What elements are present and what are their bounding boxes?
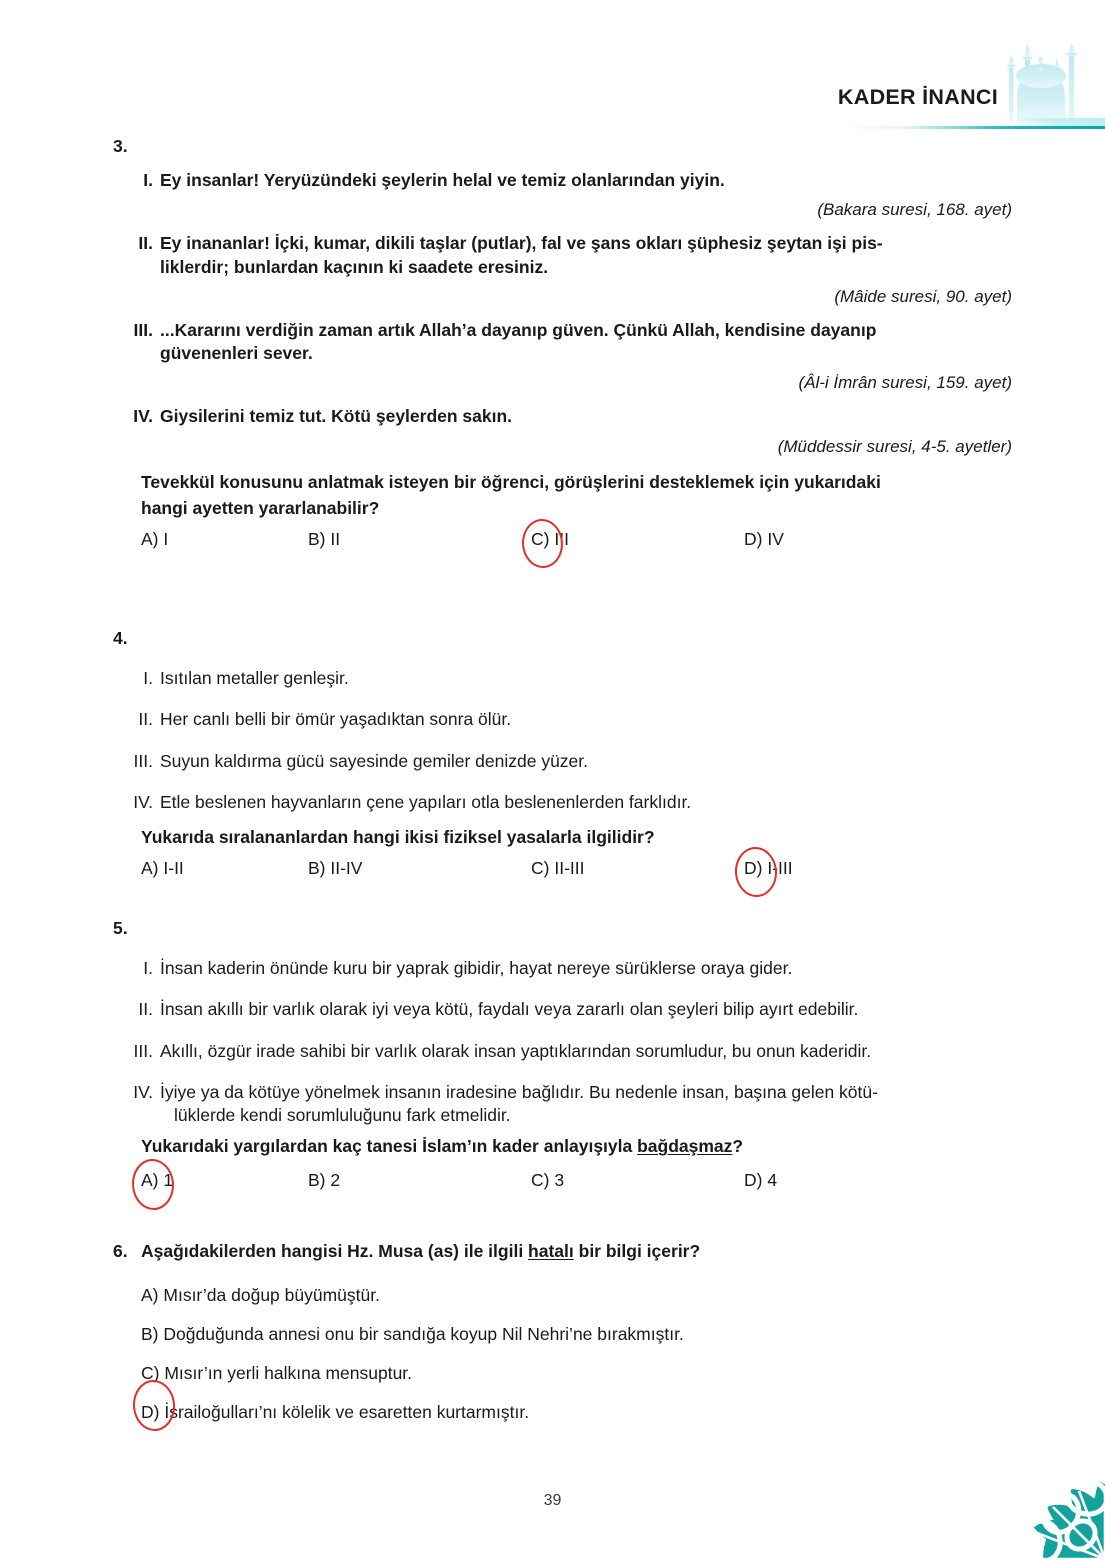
option-a[interactable] [141, 858, 184, 879]
question-stem [141, 1133, 1018, 1159]
question-stem [141, 824, 1018, 850]
list-item [113, 319, 1018, 366]
roman-text: Etle beslenen hayvanların çene yapıları otla beslenenlerden farklıdır. [160, 791, 692, 812]
answer-options [141, 529, 1018, 559]
roman-text: Giysilerini temiz tut. Kötü şeylerden sakın. [160, 406, 513, 427]
roman-label: IV. [133, 406, 153, 427]
option-c[interactable] [141, 1362, 1018, 1385]
option-c[interactable] [531, 858, 584, 879]
option-text: 4 [767, 1169, 778, 1190]
question-stem-suffix: ? [732, 1136, 744, 1157]
list-item [113, 1081, 1018, 1128]
roman-label: II. [138, 709, 153, 730]
roman-text [160, 319, 1018, 366]
question-stem-underlined: hatalı [528, 1241, 574, 1261]
option-text: III [554, 529, 569, 550]
option-letter: B) [308, 529, 326, 550]
option-text: İsrailoğulları’nı kölelik ve esaretten kurtarmıştır. [164, 1401, 530, 1422]
option-text: II [330, 529, 341, 550]
question-3 [113, 136, 1018, 559]
roman-label: I. [143, 958, 153, 978]
ayet-source: (Âl-i İmrân suresi, 159. ayet) [798, 373, 1012, 393]
option-d[interactable] [744, 858, 793, 879]
option-letter: A) [141, 1285, 159, 1306]
floral-rosette-ornament-icon [955, 1409, 1105, 1559]
option-letter: D) [744, 529, 763, 550]
question-number: 5. [113, 918, 128, 938]
option-text: Mısır’da doğup büyümüştür. [163, 1285, 380, 1306]
question-stem-line2: hangi ayetten yararlanabilir? [141, 497, 380, 518]
list-item [113, 667, 1018, 690]
list-item [113, 957, 1018, 980]
question-stem-underlined: bağdaşmaz [637, 1136, 733, 1157]
option-d[interactable] [744, 529, 784, 550]
roman-label: II. [138, 999, 153, 1020]
option-letter: A) [141, 529, 159, 550]
roman-text: İnsan kaderin önünde kuru bir yaprak gibidir, hayat nereye sürüklerse oraya gider. [160, 958, 793, 978]
question-stem-line1: Tevekkül konusunu anlatmak isteyen bir öğrenci, görüşlerini desteklemek için yukarıdaki [141, 471, 881, 492]
option-c[interactable] [531, 529, 569, 550]
page-title: KADER İNANCI [837, 85, 998, 109]
option-text: II-IV [330, 858, 363, 879]
roman-numeral-list [113, 405, 1018, 428]
question-number: 4. [113, 628, 128, 648]
option-letter: A) [141, 1169, 159, 1190]
question-stem [141, 469, 1018, 522]
roman-text: İnsan akıllı bir varlık olarak iyi veya kötü, faydalı veya zararlı olan şeyleri bilip ayırt edebilir. [160, 999, 859, 1020]
option-letter: C) [531, 529, 550, 550]
roman-label: IV. [133, 1081, 153, 1102]
option-letter: B) [308, 1169, 326, 1190]
answer-options [141, 1284, 1018, 1423]
option-letter: D) [744, 858, 763, 879]
question-5 [113, 918, 1018, 1200]
option-text: I [163, 529, 169, 550]
roman-label: IV. [133, 791, 153, 812]
roman-label: II. [138, 233, 153, 254]
question-4 [113, 628, 1018, 888]
option-text: 2 [330, 1169, 341, 1190]
option-letter: C) [531, 858, 550, 879]
header-divider-line [843, 126, 1105, 129]
option-a[interactable] [141, 529, 168, 550]
option-text: 3 [554, 1169, 565, 1190]
option-text: IV [767, 529, 784, 550]
question-stem-prefix: Yukarıdaki yargılardan kaç tanesi İslam’ın kader anlayışıyla [141, 1136, 638, 1157]
mosque-silhouette-icon [995, 44, 1087, 122]
roman-text: Ey insanlar! Yeryüzündeki şeylerin helal ve temiz olanlarından yiyin. [160, 170, 725, 190]
ayet-source: (Bakara suresi, 168. ayet) [817, 200, 1012, 220]
roman-text-line2: lüklerde kendi sorumluluğunu fark etmelidir. [174, 1105, 511, 1126]
option-a[interactable] [141, 1170, 173, 1191]
option-letter: A) [141, 858, 159, 879]
question-6 [113, 1238, 1018, 1439]
option-text: Mısır’ın yerli halkına mensuptur. [164, 1362, 413, 1383]
option-letter: B) [308, 858, 326, 879]
roman-numeral-list [113, 169, 1018, 192]
option-text: Doğduğunda annesi onu bir sandığa koyup Nil Nehri’ne bırakmıştır. [163, 1324, 684, 1344]
page-number: 39 [543, 1492, 562, 1509]
roman-label: III. [133, 1040, 153, 1061]
list-item [113, 232, 1018, 279]
roman-numeral-list [113, 232, 1018, 279]
question-stem [113, 1238, 1018, 1264]
option-a[interactable] [141, 1284, 1018, 1307]
option-d[interactable] [744, 1170, 777, 1191]
question-number: 6. [113, 1241, 128, 1261]
roman-label: I. [143, 170, 153, 190]
option-letter: C) [531, 1169, 550, 1190]
roman-text [160, 232, 1018, 279]
list-item [113, 169, 1018, 192]
roman-text: Suyun kaldırma gücü sayesinde gemiler denizde yüzer. [160, 750, 589, 771]
option-text: I-III [767, 858, 793, 879]
option-b[interactable] [308, 529, 340, 550]
roman-text: Isıtılan metaller genleşir. [160, 668, 349, 688]
roman-label: III. [133, 750, 153, 771]
page-header [0, 0, 1105, 140]
option-letter: D) [744, 1169, 763, 1190]
roman-numeral-list [113, 957, 1018, 1127]
roman-text-line2: liklerdir; bunlardan kaçının ki saadete eresiniz. [160, 256, 549, 277]
list-item [113, 998, 1018, 1021]
option-letter: B) [141, 1324, 159, 1344]
roman-text [160, 1081, 1018, 1128]
list-item [113, 1040, 1018, 1063]
option-text: II-III [554, 858, 585, 879]
answer-options [141, 1170, 1018, 1200]
roman-text-line1: ...Kararını verdiğin zaman artık Allah’a dayanıp güven. Çünkü Allah, kendisine dayanıp [160, 319, 877, 340]
option-b[interactable] [308, 1170, 340, 1191]
option-letter: C) [141, 1362, 160, 1383]
roman-text-line2: güvenenleri sever. [160, 343, 313, 364]
option-c[interactable] [531, 1170, 564, 1191]
list-item [113, 708, 1018, 731]
option-d[interactable] [141, 1401, 1018, 1424]
roman-numeral-list [113, 319, 1018, 366]
roman-text: Her canlı belli bir ömür yaşadıktan sonra ölür. [160, 709, 512, 730]
roman-label: III. [133, 319, 153, 340]
ayet-source: (Müddessir suresi, 4-5. ayetler) [777, 436, 1012, 456]
list-item [113, 405, 1018, 428]
ayet-source: (Mâide suresi, 90. ayet) [834, 286, 1012, 306]
option-letter: D) [141, 1401, 160, 1422]
question-number: 3. [113, 136, 128, 156]
option-text: I-II [163, 858, 184, 879]
list-item [113, 791, 1018, 814]
answer-options [141, 858, 1018, 888]
option-b[interactable] [141, 1323, 1018, 1346]
option-text: 1 [163, 1169, 174, 1190]
roman-text: Akıllı, özgür irade sahibi bir varlık olarak insan yaptıklarından sorumludur, bu onun kaderidir. [160, 1040, 872, 1061]
question-stem-line1: Yukarıda sıralananlardan hangi ikisi fiziksel yasalarla ilgilidir? [141, 827, 655, 848]
roman-numeral-list [113, 667, 1018, 814]
question-stem-suffix: bir bilgi içerir? [573, 1241, 701, 1261]
roman-text-line1: Ey inananlar! İçki, kumar, dikili taşlar (putlar), fal ve şans okları şüphesiz şeytan işi pis- [160, 233, 883, 254]
roman-text-line1: İyiye ya da kötüye yönelmek insanın iradesine bağlıdır. Bu nedenle insan, başına gelen kötü- [160, 1081, 878, 1102]
question-stem-prefix: Aşağıdakilerden hangisi Hz. Musa (as) ile ilgili [141, 1241, 529, 1261]
option-b[interactable] [308, 858, 362, 879]
roman-label: I. [143, 668, 153, 688]
list-item [113, 750, 1018, 773]
